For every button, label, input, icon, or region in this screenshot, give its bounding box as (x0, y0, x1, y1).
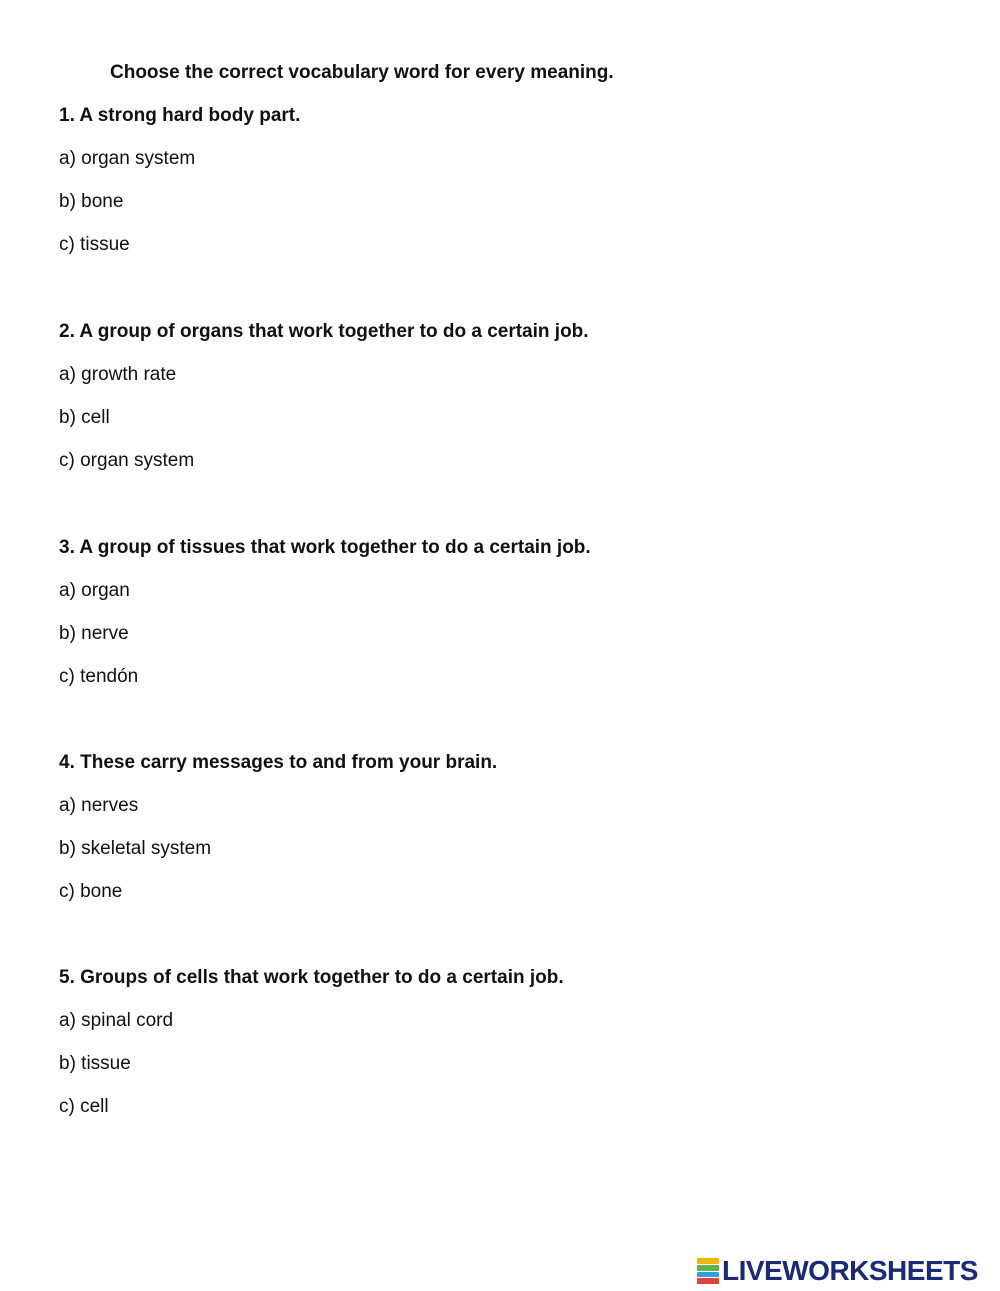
option-b[interactable]: b) cell (59, 407, 110, 428)
option-b[interactable]: b) nerve (59, 623, 129, 644)
question-1 (59, 104, 959, 257)
option-b[interactable]: b) bone (59, 191, 124, 212)
logo-block (697, 1272, 719, 1278)
question-2 (59, 320, 959, 473)
question-4 (59, 751, 959, 904)
option-c[interactable]: c) tendón (59, 666, 139, 687)
question-title: 5. Groups of cells that work together to do a certain job. (59, 967, 564, 988)
question-5 (59, 966, 959, 1119)
option-c[interactable]: c) organ system (59, 450, 195, 471)
option-c[interactable]: c) tissue (59, 234, 130, 255)
option-b[interactable]: b) tissue (59, 1053, 131, 1074)
instruction-text: Choose the correct vocabulary word for every meaning. (110, 62, 614, 83)
option-c[interactable]: c) bone (59, 881, 123, 902)
logo-block (697, 1278, 719, 1284)
option-a[interactable]: a) nerves (59, 795, 139, 816)
liveworksheets-logo (697, 1256, 978, 1286)
question-title: 1. A strong hard body part. (59, 105, 301, 126)
question-title: 2. A group of organs that work together to do a certain job. (59, 321, 589, 342)
logo-block (697, 1258, 719, 1264)
option-b[interactable]: b) skeletal system (59, 838, 212, 859)
option-a[interactable]: a) organ system (59, 148, 196, 169)
question-title: 4. These carry messages to and from your brain. (59, 752, 498, 773)
option-a[interactable]: a) organ (59, 580, 130, 601)
question-3 (59, 536, 959, 689)
question-title: 3. A group of tissues that work together to do a certain job. (59, 537, 591, 558)
option-a[interactable]: a) growth rate (59, 364, 177, 385)
option-c[interactable]: c) cell (59, 1096, 109, 1117)
logo-blocks-icon (697, 1258, 719, 1284)
option-a[interactable]: a) spinal cord (59, 1010, 174, 1031)
logo-text: LIVEWORKSHEETS (722, 1255, 978, 1286)
logo-block (697, 1265, 719, 1271)
